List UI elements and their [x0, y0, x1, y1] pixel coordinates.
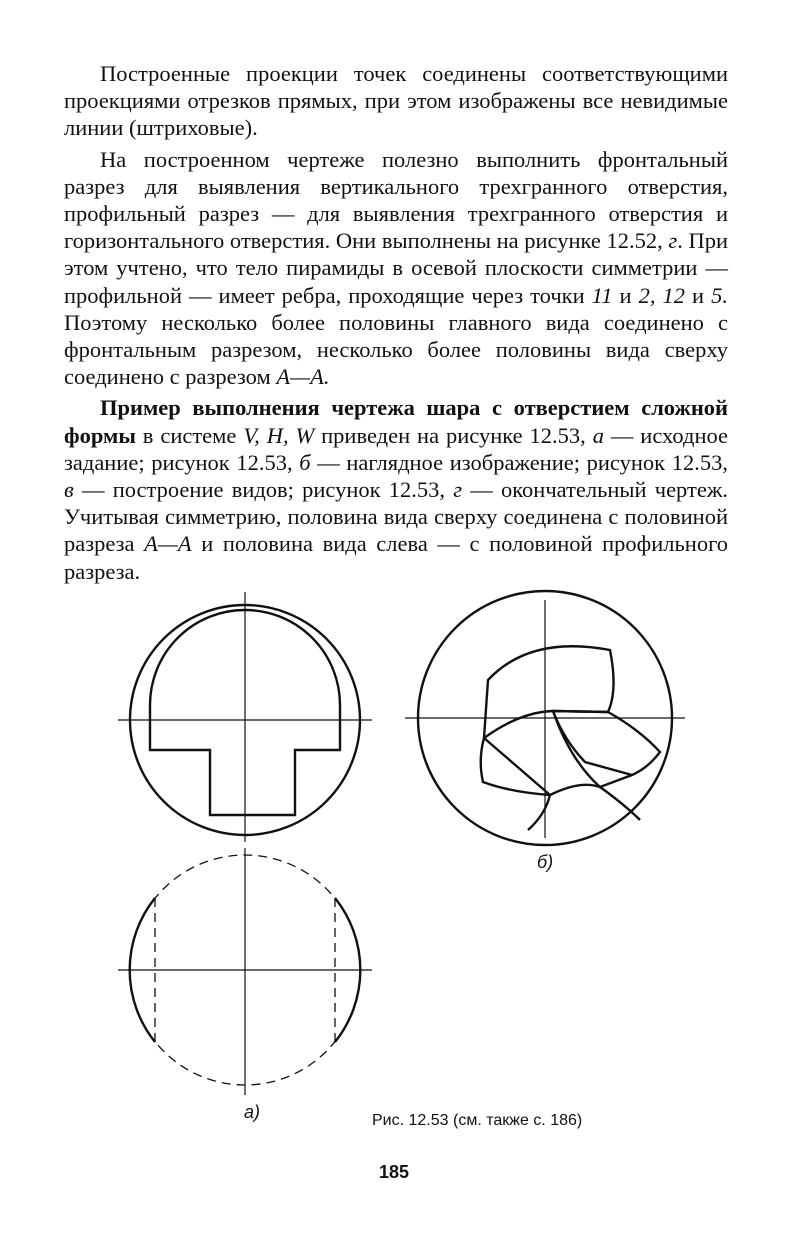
p2-text-c: . При этом учтено, что тело пирамиды в осевой плоскости симметрии — профильной — имеет ребра, проходящие через точки	[64, 228, 729, 308]
figure-caption: Рис. 12.53 (см. также с. 186)	[372, 1112, 583, 1129]
p3-heading: Пример выполнения чертежа шара с отверстием сложной формы	[64, 395, 728, 448]
p3-text-e: — исходное задание; рисунок 12.53,	[64, 422, 729, 475]
p2-point-12: 12	[662, 282, 686, 308]
p3-ref-a: а	[592, 422, 604, 448]
p2-point-5: 5.	[711, 282, 728, 308]
p2-section-aa: А—А.	[276, 364, 330, 390]
p2-point-11: 11	[591, 282, 613, 308]
top-view-drawing	[118, 848, 372, 1095]
cavity-right-face	[553, 711, 660, 787]
p3-ref-v: в	[64, 477, 74, 503]
p3-text-c: приведен на рисунке 12.53,	[314, 422, 593, 448]
p3-ref-b: б	[299, 449, 311, 475]
p3-text-g: — наглядное изображение; рисунок 12.53,	[310, 449, 728, 475]
cavity-upper-lobe	[484, 646, 614, 738]
front-view-drawing	[118, 592, 372, 842]
p3-section-aa: А—А	[144, 531, 192, 557]
p2-text-a: На построенном чертеже полезно выполнить фронтальный разрез для выявления вертикального трехгранного отверстия, профильный разрез — для выявления трехгранного отверстия и горизонтального отверстия. Они выполнены на рисунке 12.52,	[64, 146, 728, 254]
p2-and-2: и	[685, 282, 712, 308]
paragraph-1-text: Построенные проекции точек соединены соответствующими проекциями отрезков прямых, при этом изображены все невидимые линии (штриховые).	[64, 61, 728, 141]
p3-text-m: и половина вида слева — с половиной профильного разреза.	[64, 531, 728, 584]
p3-text-k: — окончательный чертеж. Учитывая симметрию, половина вида сверху соединена с половиной разреза	[64, 477, 729, 557]
p2-ref-g: г	[668, 228, 678, 254]
p3-text-a: в системе	[135, 422, 244, 448]
p2-point-2: 2,	[638, 282, 656, 308]
p3-ref-g: г	[453, 477, 463, 503]
p2-text-k: Поэтому несколько более половины главного вида соединено с фронтальным разрезом, несколько более половины вида сверху соединено с разрезом	[64, 309, 728, 390]
p2-and-1: и	[612, 282, 639, 308]
figure-label-a: а)	[244, 1102, 261, 1122]
p3-text-i: — построение видов; рисунок 12.53,	[73, 477, 454, 503]
pictorial-view-drawing	[405, 591, 685, 845]
cavity-exit-edge	[600, 787, 640, 820]
page-number: 185	[379, 1162, 410, 1182]
cavity-lower-front-face	[481, 738, 550, 830]
p3-system-vhw: V, H, W	[243, 422, 315, 448]
figure-label-b: б)	[537, 852, 554, 872]
